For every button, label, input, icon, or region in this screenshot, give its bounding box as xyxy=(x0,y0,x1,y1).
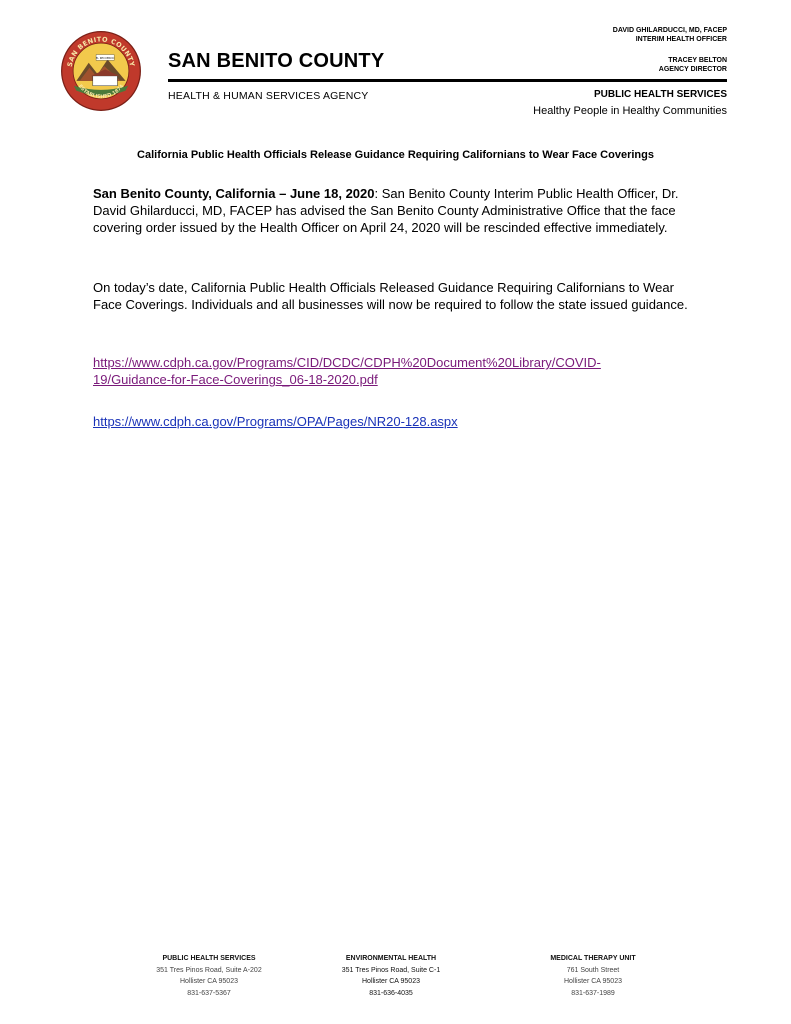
footer-environmental-health xyxy=(306,953,476,999)
footer-public-health-title: PUBLIC HEALTH SERVICES xyxy=(162,955,256,962)
county-seal-logo xyxy=(60,30,142,112)
footer-public-health-phone: 831-637-5367 xyxy=(187,989,231,997)
footer-medical-therapy-city: Hollister CA 95023 xyxy=(564,978,622,985)
footer-environmental-health-city: Hollister CA 95023 xyxy=(362,978,420,985)
paragraph-announcement-text: : San Benito County Interim Public Health Officer, Dr. David Ghilarducci, MD, FACEP has advised the San Benito County Administrative Office that the face covering order issued by the Health Officer on April 24, 2020 will be rescinded effective immediately. xyxy=(93,186,679,236)
footer-environmental-health-title: ENVIRONMENTAL HEALTH xyxy=(345,955,437,962)
footer-environmental-health-address: 351 Tres Pinos Road, Suite C-1 xyxy=(341,966,441,974)
dateline: San Benito County, California – June 18, 2020 xyxy=(93,186,375,201)
footer-public-health xyxy=(124,953,294,999)
news-release-link[interactable]: https://www.cdph.ca.gov/Programs/OPA/Pages/NR20-128.aspx xyxy=(93,414,458,429)
footer-medical-therapy xyxy=(508,953,678,999)
agency-director-name: TRACEY BELTON xyxy=(668,57,727,64)
tagline: Healthy People in Healthy Communities xyxy=(533,105,727,117)
guidance-pdf-link-line1[interactable]: https://www.cdph.ca.gov/Programs/CID/DCDC/CDPH%20Document%20Library/COVID- xyxy=(93,355,601,370)
agency-director-block xyxy=(659,56,727,74)
footer-public-health-city: Hollister CA 95023 xyxy=(180,978,238,985)
footer-public-health-address: 351 Tres Pinos Road, Suite A-202 xyxy=(156,966,262,974)
agency-director-title: AGENCY DIRECTOR xyxy=(658,66,727,73)
paragraph-announcement xyxy=(93,185,703,237)
health-officer-block xyxy=(613,26,727,44)
footer-environmental-health-phone: 831-636-4035 xyxy=(369,989,413,997)
guidance-pdf-link-line2[interactable]: 19/Guidance-for-Face-Coverings_06-18-2020.pdf xyxy=(93,372,378,388)
health-officer-name: DAVID GHILARDUCCI, MD, FACEP xyxy=(612,27,727,34)
agency-name: HEALTH & HUMAN SERVICES AGENCY xyxy=(168,90,369,102)
header-divider xyxy=(168,79,727,82)
guidance-pdf-link[interactable] xyxy=(93,354,601,388)
seal-top-text: SAN BENITO COUNTY xyxy=(65,35,137,68)
seal-banner-text: EL RECUERDO xyxy=(95,56,115,60)
department-name: PUBLIC HEALTH SERVICES xyxy=(594,89,727,100)
footer-medical-therapy-title: MEDICAL THERAPY UNIT xyxy=(550,955,636,962)
footer-medical-therapy-address: 761 South Street xyxy=(566,966,620,974)
footer-medical-therapy-phone: 831-637-1989 xyxy=(571,989,615,997)
organization-name: SAN BENITO COUNTY xyxy=(168,50,385,72)
document-title: California Public Health Officials Release Guidance Requiring Californians to Wear Face Coverings xyxy=(137,149,654,161)
seal-bottom-text: ESTABLISHED 1874 xyxy=(76,83,126,101)
health-officer-title: INTERIM HEALTH OFFICER xyxy=(635,36,727,43)
paragraph-guidance: On today’s date, California Public Health Officials Released Guidance Requiring Californians to Wear Face Coverings. Individuals and all businesses will now be required to follow the state issued guidance. xyxy=(93,280,688,313)
